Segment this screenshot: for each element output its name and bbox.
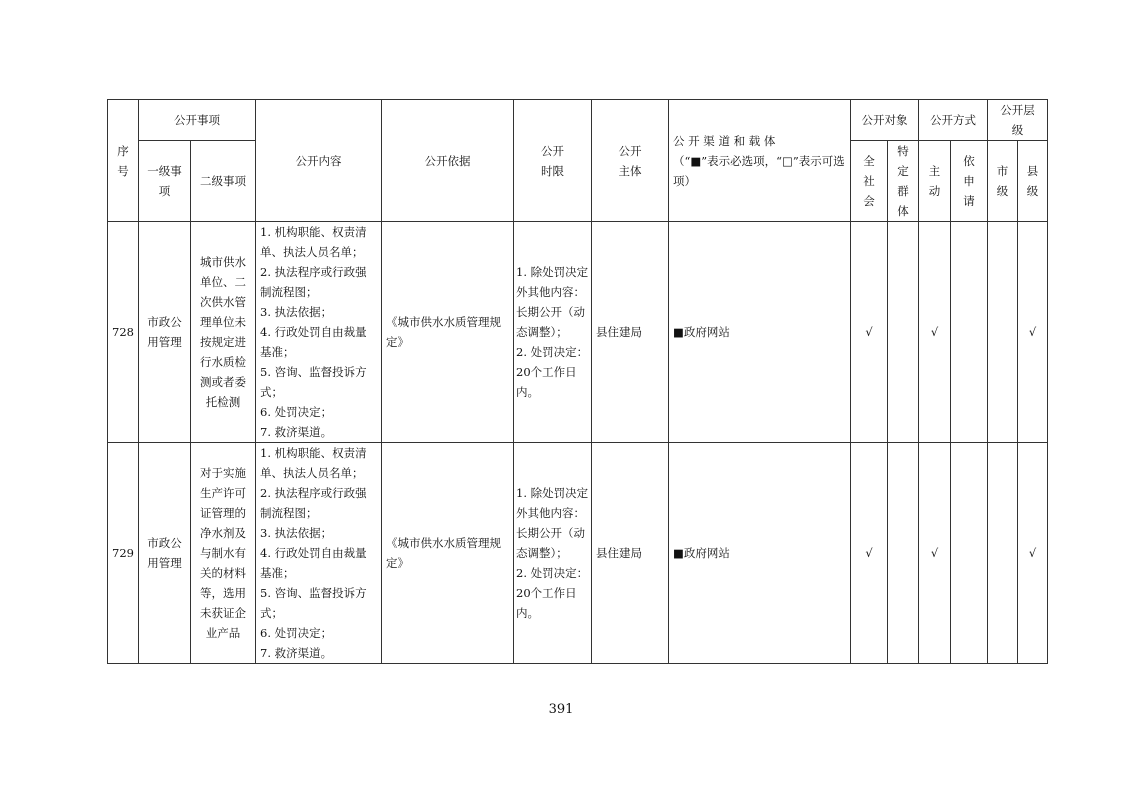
cell-level1: 市政公 用管理 [139, 222, 191, 443]
cell-method-active: √ [919, 443, 951, 664]
cell-tier-county: √ [1018, 222, 1048, 443]
header-tier-county: 县 级 [1018, 141, 1048, 222]
table-row [108, 222, 1048, 443]
cell-subject: 县住建局 [592, 443, 669, 664]
table-row [108, 443, 1048, 664]
header-time-limit: 公开 时限 [514, 100, 592, 222]
header-content: 公开内容 [256, 100, 382, 222]
cell-audience-all: √ [851, 443, 888, 664]
cell-content: 1. 机构职能、权责清单、执法人员名单； 2. 执法程序或行政强制流程图； 3. 执法依据； 4. 行政处罚自由裁量基准； 5. 咨询、监督投诉方式； 6. 处罚决定； 7. 救济渠道。 [256, 222, 382, 443]
header-subject: 公开 主体 [592, 100, 669, 222]
header-tier: 公开层 级 [988, 100, 1048, 141]
page-number: 391 [548, 702, 574, 717]
cell-time-limit: 1. 除处罚决定外其他内容：长期公开（动态调整）； 2. 处罚决定：20个工作日内。 [514, 443, 592, 664]
cell-audience-all: √ [851, 222, 888, 443]
header-audience: 公开对象 [851, 100, 919, 141]
cell-method-request [951, 222, 988, 443]
cell-serial: 729 [108, 443, 139, 664]
header-channel: 公 开 渠 道 和 载 体 （“■”表示必选项，“□”表示可选项） [669, 100, 851, 222]
cell-basis: 《城市供水水质管理规定》 [382, 222, 514, 443]
cell-method-request [951, 443, 988, 664]
cell-tier-city [988, 443, 1018, 664]
header-item: 公开事项 [139, 100, 256, 141]
cell-audience-specific [888, 443, 919, 664]
cell-time-limit: 1. 除处罚决定外其他内容：长期公开（动态调整）； 2. 处罚决定：20个工作日内。 [514, 222, 592, 443]
header-method-request: 依 申 请 [951, 141, 988, 222]
header-method: 公开方式 [919, 100, 988, 141]
header-level2: 二级事项 [191, 141, 256, 222]
header-audience-all: 全 社 会 [851, 141, 888, 222]
cell-audience-specific [888, 222, 919, 443]
header-serial: 序 号 [108, 100, 139, 222]
cell-serial: 728 [108, 222, 139, 443]
header-level1: 一级事 项 [139, 141, 191, 222]
cell-channel: ■政府网站 [669, 443, 851, 664]
cell-level2: 城市供水 单位、二 次供水管 理单位未 按规定进 行水质检 测或者委 托检测 [191, 222, 256, 443]
cell-content: 1. 机构职能、权责清单、执法人员名单； 2. 执法程序或行政强制流程图； 3. 执法依据； 4. 行政处罚自由裁量基准； 5. 咨询、监督投诉方式； 6. 处罚决定； 7. 救济渠道。 [256, 443, 382, 664]
header-tier-city: 市 级 [988, 141, 1018, 222]
cell-tier-city [988, 222, 1018, 443]
cell-channel: ■政府网站 [669, 222, 851, 443]
cell-basis: 《城市供水水质管理规定》 [382, 443, 514, 664]
cell-level2: 对于实施 生产许可 证管理的 净水剂及 与制水有 关的材料 等，选用 未获证企 业产品 [191, 443, 256, 664]
header-audience-specific: 特 定 群 体 [888, 141, 919, 222]
cell-subject: 县住建局 [592, 222, 669, 443]
disclosure-table [107, 99, 1048, 664]
cell-level1: 市政公 用管理 [139, 443, 191, 664]
cell-method-active: √ [919, 222, 951, 443]
cell-tier-county: √ [1018, 443, 1048, 664]
header-method-active: 主 动 [919, 141, 951, 222]
header-basis: 公开依据 [382, 100, 514, 222]
header-row-1 [108, 100, 1048, 141]
